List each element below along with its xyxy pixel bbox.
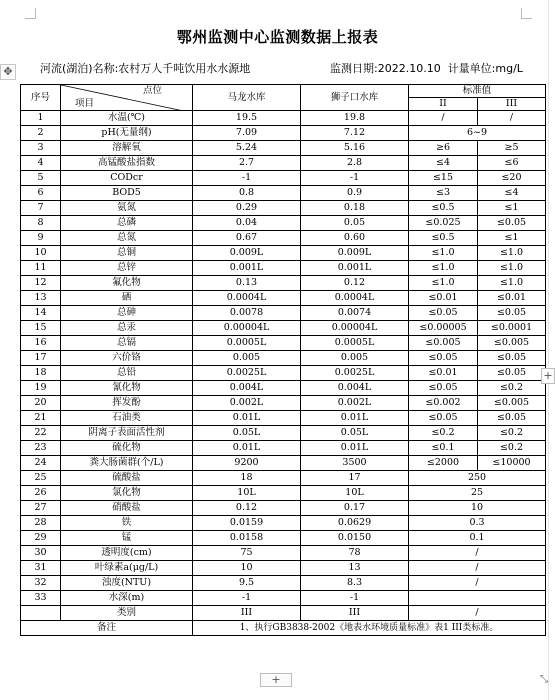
cell-standard-class-2: ≤15 (409, 171, 478, 186)
cell-malong-value: 0.009L (193, 246, 301, 261)
cell-item: 总锌 (61, 261, 193, 276)
cell-standard-class-2: ≤0.05 (409, 381, 478, 396)
cell-malong-value: 0.00004L (193, 321, 301, 336)
cell-standard-class-3: ≤10000 (478, 456, 546, 471)
cell-malong-value: 0.0005L (193, 336, 301, 351)
header-class-2: II (409, 98, 478, 111)
table-row (21, 321, 546, 336)
cell-seq: 6 (21, 186, 61, 201)
cell-standard-class-3: ≤0.05 (478, 306, 546, 321)
cell-item: 高锰酸盐指数 (61, 156, 193, 171)
cell-malong-value: 0.13 (193, 276, 301, 291)
table-row (21, 471, 546, 486)
cell-standard-class-3: ≤0.05 (478, 351, 546, 366)
cell-item: 总汞 (61, 321, 193, 336)
header-standard: 标准值 (409, 85, 546, 98)
cell-shizikou-value: 0.60 (301, 231, 409, 246)
cell-item: 总铅 (61, 366, 193, 381)
cell-shizikou-value: 0.002L (301, 396, 409, 411)
cell-seq: 11 (21, 261, 61, 276)
cell-malong-value: 0.12 (193, 501, 301, 516)
table-row (21, 216, 546, 231)
cell-item: 阴离子表面活性剂 (61, 426, 193, 441)
cell-shizikou-value: 19.8 (301, 111, 409, 126)
cell-standard-class-2: ≤0.005 (409, 336, 478, 351)
cell-item: 挥发酚 (61, 396, 193, 411)
header-site-malong: 马龙水库 (193, 85, 301, 111)
cell-malong-value: 0.0004L (193, 291, 301, 306)
cell-standard-class-2: ≤0.5 (409, 231, 478, 246)
page-corner-mark (25, 8, 36, 19)
cell-shizikou-value: 3500 (301, 456, 409, 471)
cell-seq: 1 (21, 111, 61, 126)
cell-seq: 12 (21, 276, 61, 291)
cell-seq: 30 (21, 546, 61, 561)
table-row (21, 141, 546, 156)
cell-seq: 29 (21, 531, 61, 546)
cell-standard-class-3: ≤1 (478, 201, 546, 216)
cell-standard-class-3: ≤0.05 (478, 216, 546, 231)
cell-seq: 14 (21, 306, 61, 321)
measurement-unit: 计量单位:mg/L (447, 62, 523, 75)
table-row (21, 606, 546, 621)
cell-standard-class-2: ≥6 (409, 141, 478, 156)
cell-item: 粪大肠菌群(个/L) (61, 456, 193, 471)
cell-seq: 24 (21, 456, 61, 471)
cell-seq: 20 (21, 396, 61, 411)
cell-malong-value: 10 (193, 561, 301, 576)
cell-standard-class-3: ≤0.05 (478, 366, 546, 381)
cell-seq: 28 (21, 516, 61, 531)
cell-standard: 0.3 (409, 516, 546, 531)
cell-shizikou-value: 0.0629 (301, 516, 409, 531)
cell-malong-value: 0.004L (193, 381, 301, 396)
cell-shizikou-value: 13 (301, 561, 409, 576)
table-row (21, 486, 546, 501)
cell-malong-value: 0.0158 (193, 531, 301, 546)
cell-standard-class-3: ≤4 (478, 186, 546, 201)
table-row (21, 366, 546, 381)
cell-item: 浊度(NTU) (61, 576, 193, 591)
cell-item: 氨氮 (61, 201, 193, 216)
cell-shizikou-value: 8.3 (301, 576, 409, 591)
cell-standard: / (409, 561, 546, 576)
cell-standard: 10 (409, 501, 546, 516)
cell-malong-value: 19.5 (193, 111, 301, 126)
header-item: 项目 (75, 98, 95, 109)
cell-item: 总镉 (61, 336, 193, 351)
cell-standard-class-3: ≤0.2 (478, 426, 546, 441)
cell-item: 总氮 (61, 231, 193, 246)
cell-malong-value: 0.0025L (193, 366, 301, 381)
cell-shizikou-value: 0.00004L (301, 321, 409, 336)
cell-seq: 2 (21, 126, 61, 141)
cell-malong-value: 0.002L (193, 396, 301, 411)
cell-standard: / (409, 546, 546, 561)
table-row (21, 231, 546, 246)
cell-item: 水深(m) (61, 591, 193, 606)
cell-standard-class-3: ≤20 (478, 171, 546, 186)
cell-shizikou-value: 0.18 (301, 201, 409, 216)
cell-shizikou-value: 0.004L (301, 381, 409, 396)
cell-malong-value: 0.05L (193, 426, 301, 441)
table-row (21, 396, 546, 411)
cell-shizikou-value: 0.01L (301, 411, 409, 426)
table-row (21, 351, 546, 366)
cell-standard-class-2: ≤0.002 (409, 396, 478, 411)
cell-item: 总磷 (61, 216, 193, 231)
cell-malong-value: 0.001L (193, 261, 301, 276)
table-row (21, 381, 546, 396)
add-column-plus-icon[interactable]: + (541, 368, 555, 384)
cell-shizikou-value: 0.005 (301, 351, 409, 366)
table-row (21, 291, 546, 306)
cell-standard-class-2: ≤0.01 (409, 291, 478, 306)
cell-shizikou-value: 0.05 (301, 216, 409, 231)
cell-shizikou-value: -1 (301, 591, 409, 606)
cell-standard-class-2: ≤1.0 (409, 276, 478, 291)
cell-seq (21, 606, 61, 621)
cell-item: 锰 (61, 531, 193, 546)
cell-standard: 250 (409, 471, 546, 486)
cell-shizikou-value: 0.05L (301, 426, 409, 441)
cell-malong-value: -1 (193, 591, 301, 606)
cell-standard: / (409, 576, 546, 591)
cell-standard-class-2: ≤0.05 (409, 411, 478, 426)
cell-standard: 0.1 (409, 531, 546, 546)
cell-standard-class-2: ≤1.0 (409, 246, 478, 261)
cell-shizikou-value: 10L (301, 486, 409, 501)
table-row (21, 261, 546, 276)
cell-shizikou-value: III (301, 606, 409, 621)
river-name: 河流(湖泊)名称:农村万人千吨饮用水水源地 (40, 62, 251, 75)
cell-malong-value: 0.01L (193, 441, 301, 456)
date-and-unit (330, 60, 523, 76)
cell-item: 铁 (61, 516, 193, 531)
cell-seq: 21 (21, 411, 61, 426)
cell-standard-class-2: ≤2000 (409, 456, 478, 471)
table-row (21, 306, 546, 321)
cell-shizikou-value: 0.0074 (301, 306, 409, 321)
cell-standard-class-2: ≤4 (409, 156, 478, 171)
cell-item: 硒 (61, 291, 193, 306)
cell-seq: 25 (21, 471, 61, 486)
cell-seq: 10 (21, 246, 61, 261)
table-row (21, 156, 546, 171)
cell-standard-class-3: ≤0.01 (478, 291, 546, 306)
header-site-shizikou: 狮子口水库 (301, 85, 409, 111)
table-row (21, 561, 546, 576)
table-row (21, 246, 546, 261)
cell-standard-class-2: ≤0.025 (409, 216, 478, 231)
table-resize-handle-icon[interactable]: ⤡ (540, 674, 548, 685)
cell-seq: 13 (21, 291, 61, 306)
cell-seq: 17 (21, 351, 61, 366)
page-corner-mark (521, 8, 532, 19)
table-row (21, 111, 546, 126)
cell-standard-class-2: ≤0.01 (409, 366, 478, 381)
cell-seq: 4 (21, 156, 61, 171)
cell-standard: 25 (409, 486, 546, 501)
cell-malong-value: 0.005 (193, 351, 301, 366)
monitoring-data-table (20, 84, 546, 636)
cell-item: 总砷 (61, 306, 193, 321)
cell-standard-class-3: ≤0.05 (478, 411, 546, 426)
cell-item: pH(无量纲) (61, 126, 193, 141)
cell-shizikou-value: 0.01L (301, 441, 409, 456)
cell-shizikou-value: 78 (301, 546, 409, 561)
cell-malong-value: 5.24 (193, 141, 301, 156)
table-row (21, 456, 546, 471)
cell-item: 类别 (61, 606, 193, 621)
cell-seq: 31 (21, 561, 61, 576)
monitoring-date: 监测日期:2022.10.10 (330, 62, 441, 75)
cell-item: 氯化物 (61, 486, 193, 501)
cell-standard-class-3: ≤1.0 (478, 246, 546, 261)
cell-shizikou-value: 0.9 (301, 186, 409, 201)
table-row (21, 591, 546, 606)
cell-item: BOD5 (61, 186, 193, 201)
cell-malong-value: 18 (193, 471, 301, 486)
cell-item: 总铜 (61, 246, 193, 261)
cell-malong-value: 0.01L (193, 411, 301, 426)
table-row (21, 441, 546, 456)
table-row (21, 546, 546, 561)
cell-standard-class-3: ≤0.005 (478, 396, 546, 411)
cell-item: 氰化物 (61, 381, 193, 396)
cell-standard-class-3: ≤0.005 (478, 336, 546, 351)
table-row (21, 501, 546, 516)
cell-seq: 5 (21, 171, 61, 186)
cell-item: 硫酸盐 (61, 471, 193, 486)
header-point: 点位 (142, 85, 162, 96)
table-row (21, 516, 546, 531)
cell-standard-class-2: ≤0.5 (409, 201, 478, 216)
cell-item: 叶绿素a(μg/L) (61, 561, 193, 576)
cell-seq: 19 (21, 381, 61, 396)
table-row (21, 336, 546, 351)
cell-seq: 18 (21, 366, 61, 381)
cell-seq: 22 (21, 426, 61, 441)
cell-malong-value: 9200 (193, 456, 301, 471)
cell-shizikou-value: 0.0005L (301, 336, 409, 351)
table-row (21, 186, 546, 201)
cell-standard-class-3: ≤0.2 (478, 381, 546, 396)
cell-item: CODcr (61, 171, 193, 186)
cell-malong-value: 7.09 (193, 126, 301, 141)
cell-shizikou-value: 5.16 (301, 141, 409, 156)
cell-malong-value: 2.7 (193, 156, 301, 171)
header-seq: 序号 (21, 85, 61, 111)
cell-shizikou-value: 0.0004L (301, 291, 409, 306)
report-title: 鄂州监测中心监测数据上报表 (176, 28, 379, 46)
table-row (21, 576, 546, 591)
cell-shizikou-value: 0.0150 (301, 531, 409, 546)
table-row (21, 531, 546, 546)
table-row (21, 426, 546, 441)
table-row (21, 411, 546, 426)
cell-malong-value: 9.5 (193, 576, 301, 591)
remark-text: 1、执行GB3838-2002《地表水环境质量标准》表1 III类标准。 (193, 621, 546, 636)
cell-shizikou-value: 0.009L (301, 246, 409, 261)
cell-seq: 16 (21, 336, 61, 351)
cell-malong-value: III (193, 606, 301, 621)
header-class-3: III (478, 98, 546, 111)
cell-item: 水温(℃) (61, 111, 193, 126)
cell-seq: 26 (21, 486, 61, 501)
table-row (21, 171, 546, 186)
cell-malong-value: 10L (193, 486, 301, 501)
cell-seq: 7 (21, 201, 61, 216)
table-row (21, 201, 546, 216)
remark-label: 备注 (21, 621, 193, 636)
cell-malong-value: 0.0159 (193, 516, 301, 531)
cell-item: 透明度(cm) (61, 546, 193, 561)
cell-shizikou-value: 17 (301, 471, 409, 486)
cell-malong-value: 75 (193, 546, 301, 561)
cell-item: 硝酸盐 (61, 501, 193, 516)
cell-item: 溶解氧 (61, 141, 193, 156)
cell-malong-value: 0.29 (193, 201, 301, 216)
cell-standard-class-2: ≤0.1 (409, 441, 478, 456)
cell-malong-value: 0.8 (193, 186, 301, 201)
cell-seq: 23 (21, 441, 61, 456)
cell-seq: 9 (21, 231, 61, 246)
cell-item: 氟化物 (61, 276, 193, 291)
cell-malong-value: 0.67 (193, 231, 301, 246)
cell-standard-class-2: ≤0.05 (409, 351, 478, 366)
cell-seq: 3 (21, 141, 61, 156)
table-row (21, 126, 546, 141)
cell-standard-class-2: ≤0.2 (409, 426, 478, 441)
cell-standard-class-2: ≤1.0 (409, 261, 478, 276)
cell-standard-class-3: / (478, 111, 546, 126)
add-row-plus-icon[interactable]: + (260, 673, 292, 687)
page-edge (548, 0, 549, 700)
cell-malong-value: 0.04 (193, 216, 301, 231)
cell-shizikou-value: 0.0025L (301, 366, 409, 381)
cell-malong-value: -1 (193, 171, 301, 186)
table-row (21, 276, 546, 291)
cell-shizikou-value: 0.17 (301, 501, 409, 516)
cell-standard: 6~9 (409, 126, 546, 141)
cell-standard-class-3: ≤6 (478, 156, 546, 171)
cell-seq: 27 (21, 501, 61, 516)
cell-seq: 8 (21, 216, 61, 231)
cell-standard: / (409, 606, 546, 621)
cell-shizikou-value: -1 (301, 171, 409, 186)
cell-standard-class-2: ≤3 (409, 186, 478, 201)
cell-shizikou-value: 0.001L (301, 261, 409, 276)
cell-shizikou-value: 0.12 (301, 276, 409, 291)
cell-standard-class-3: ≤0.2 (478, 441, 546, 456)
cell-shizikou-value: 2.8 (301, 156, 409, 171)
cell-seq: 33 (21, 591, 61, 606)
table-move-handle-icon[interactable]: ✥ (0, 64, 16, 80)
cell-item: 六价铬 (61, 351, 193, 366)
table-body (21, 111, 546, 621)
cell-standard-class-2: / (409, 111, 478, 126)
cell-standard-class-3: ≤1.0 (478, 261, 546, 276)
cell-malong-value: 0.0078 (193, 306, 301, 321)
header-item-point (61, 85, 193, 111)
cell-standard (409, 591, 546, 606)
cell-item: 石油类 (61, 411, 193, 426)
cell-standard-class-3: ≤1.0 (478, 276, 546, 291)
cell-standard-class-2: ≤0.00005 (409, 321, 478, 336)
cell-standard-class-3: ≤0.0001 (478, 321, 546, 336)
cell-standard-class-3: ≥5 (478, 141, 546, 156)
cell-item: 硫化物 (61, 441, 193, 456)
cell-standard-class-3: ≤1 (478, 231, 546, 246)
cell-seq: 32 (21, 576, 61, 591)
cell-shizikou-value: 7.12 (301, 126, 409, 141)
cell-standard-class-2: ≤0.05 (409, 306, 478, 321)
cell-seq: 15 (21, 321, 61, 336)
